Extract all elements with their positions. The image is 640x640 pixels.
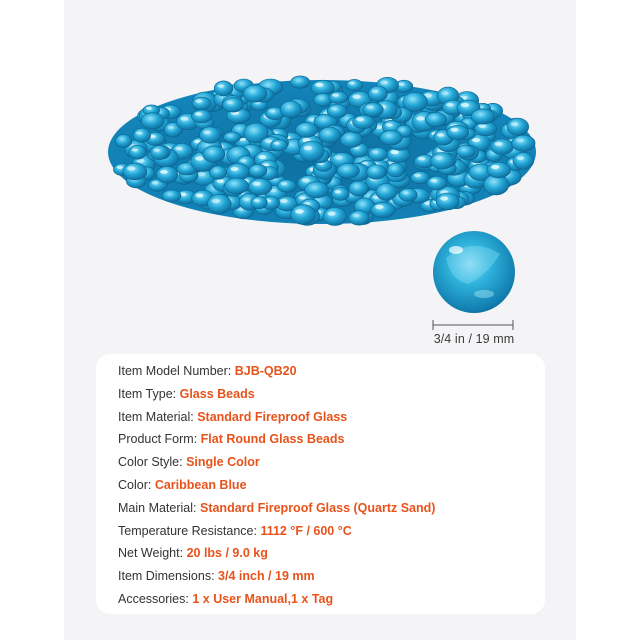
spec-row xyxy=(118,451,545,474)
spec-value: BJB-QB20 xyxy=(234,364,297,378)
spec-value: 3/4 inch / 19 mm xyxy=(218,569,315,584)
spec-list xyxy=(118,360,545,611)
spec-row xyxy=(118,565,545,588)
spec-value: 20 lbs / 9.0 kg xyxy=(186,546,268,561)
spec-label: Item Model Number: xyxy=(118,364,235,378)
spec-label: Main Material: xyxy=(118,500,200,515)
spec-label: Color Style: xyxy=(118,455,187,470)
spec-value: Single Color xyxy=(186,455,260,470)
spec-row xyxy=(118,497,545,520)
dimension-label: 3/4 in / 19 mm xyxy=(433,332,515,346)
spec-label: Item Dimensions: xyxy=(118,569,219,584)
spec-value: Standard Fireproof Glass xyxy=(197,409,348,424)
spec-value: 1112 °F / 600 °C xyxy=(260,523,352,538)
spec-row xyxy=(118,428,545,451)
spec-row xyxy=(118,588,545,611)
spec-label: Product Form: xyxy=(118,432,201,447)
spec-row xyxy=(118,520,545,543)
spec-label: Net Weight: xyxy=(118,546,187,561)
spec-value: Standard Fireproof Glass (Quartz Sand) xyxy=(199,500,436,515)
spec-value: Caribbean Blue xyxy=(154,477,247,492)
spec-label: Item Material: xyxy=(118,409,198,424)
spec-value: Flat Round Glass Beads xyxy=(200,432,345,447)
spec-label: Accessories: xyxy=(118,591,193,606)
spec-row xyxy=(118,383,545,406)
spec-value: Glass Beads xyxy=(179,386,255,401)
spec-row xyxy=(118,406,545,429)
spec-label: Color: xyxy=(118,477,155,492)
spec-value: 1 x User Manual,1 x Tag xyxy=(192,591,334,606)
dimension-line xyxy=(432,319,514,331)
spec-card xyxy=(96,354,545,614)
spec-row xyxy=(118,542,545,565)
spec-row xyxy=(118,474,545,497)
spec-label: Temperature Resistance: xyxy=(118,523,261,538)
spec-label: Item Type: xyxy=(118,386,180,401)
spec-row xyxy=(118,360,545,383)
